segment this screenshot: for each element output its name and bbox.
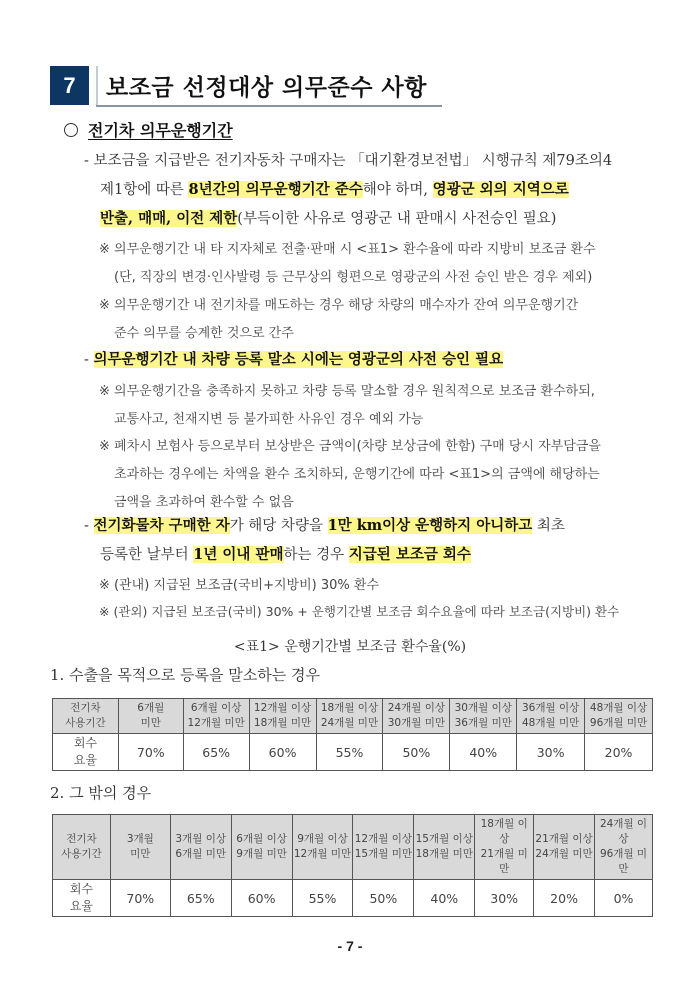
text: 해야 하며, — [362, 182, 433, 198]
table1-rate-table — [52, 698, 653, 771]
highlighted-text: 의무운행기간 내 차량 등록 말소 시에는 영광군의 사전 승인 필요 — [93, 351, 504, 368]
period-cell: 48개월 이상 96개월 미만 — [585, 699, 653, 734]
highlighted-text: 영광군 외의 지역으로 — [432, 181, 569, 198]
note-line: ※ (관내) 지급된 보조금(국비+지방비) 30% 환수 — [99, 578, 379, 593]
period-cell: 6개월 이상 9개월 미만 — [231, 815, 292, 880]
rate-cell: 40% — [414, 880, 475, 917]
note-line: (단, 직장의 변경·인사발령 등 근무상의 형편으로 영광군의 사전 승인 받은 경우 제외) — [114, 270, 593, 285]
highlighted-text: 지급된 보조금 회수 — [348, 546, 471, 563]
rate-cell: 65% — [183, 734, 249, 771]
text: 제1항에 따른 — [100, 182, 189, 198]
paragraph-line — [100, 207, 556, 228]
table-header-row — [53, 699, 653, 734]
rate-cell: 70% — [110, 880, 170, 917]
rate-cell: 70% — [118, 734, 183, 771]
period-cell: 24개월 이상 96개월 미만 — [595, 815, 653, 880]
table2-rate-table — [52, 814, 653, 917]
paragraph-line — [100, 543, 471, 564]
dash: - — [84, 518, 94, 534]
note-line: 금액을 초과하여 환수할 수 없음 — [114, 495, 294, 510]
note-line: 초과하는 경우에는 차액을 환수 조치하되, 운행기간에 따라 <표1>의 금액에 해당하는 — [114, 467, 600, 482]
page-number: - 7 - — [337, 938, 363, 954]
period-cell: 6개월 이상 12개월 미만 — [183, 699, 249, 734]
note-line: ※ 의무운행기간을 충족하지 못하고 차량 등록 말소할 경우 원칙적으로 보조금 환수하되, — [99, 384, 595, 399]
text: 하는 경우 — [283, 547, 349, 563]
row-label-cell: 전기차 사용기간 — [53, 815, 111, 880]
dash: - — [84, 352, 94, 368]
page-header — [50, 66, 442, 106]
rate-cell: 55% — [316, 734, 383, 771]
highlighted-text: 전기화물차 구매한 자 — [93, 517, 230, 534]
rate-cell: 20% — [585, 734, 653, 771]
table-header-row — [53, 815, 653, 880]
table-rate-row — [53, 734, 653, 771]
period-cell: 3개월 미만 — [110, 815, 170, 880]
note-line: ※ 의무운행기간 내 타 지자체로 전출·판매 시 <표1> 환수율에 따라 지방비 보조금 환수 — [99, 242, 596, 257]
note-line: 교통사고, 천재지변 등 불가피한 사유인 경우 예외 가능 — [114, 412, 424, 427]
period-cell: 24개월 이상 30개월 미만 — [383, 699, 450, 734]
section-title — [64, 118, 233, 141]
row-label-cell: 전기차 사용기간 — [53, 699, 119, 734]
period-cell: 15개월 이상 18개월 미만 — [414, 815, 475, 880]
paragraph-line — [84, 514, 565, 535]
period-cell: 36개월 이상 48개월 미만 — [517, 699, 585, 734]
period-cell: 18개월 이상 24개월 미만 — [316, 699, 383, 734]
text: 등록한 날부터 — [100, 547, 194, 563]
rate-cell: 60% — [231, 880, 292, 917]
period-cell: 12개월 이상 15개월 미만 — [353, 815, 414, 880]
rate-cell: 20% — [534, 880, 595, 917]
highlighted-text: 1만 km이상 운행하지 아니하고 — [327, 517, 533, 534]
rate-cell: 0% — [595, 880, 653, 917]
rate-cell: 50% — [353, 880, 414, 917]
rate-cell: 30% — [517, 734, 585, 771]
row-label-cell: 회수 요율 — [53, 880, 111, 917]
table2-heading: 2. 그 밖의 경우 — [50, 784, 152, 802]
text: 최초 — [532, 518, 565, 534]
rate-cell: 50% — [383, 734, 450, 771]
period-cell: 3개월 이상 6개월 미만 — [170, 815, 231, 880]
section-title-text: 전기차 의무운행기간 — [88, 121, 233, 140]
section-number-badge: 7 — [50, 66, 89, 105]
header-underline — [96, 105, 442, 107]
row-label-cell: 회수 요율 — [53, 734, 119, 771]
note-line: ※ 의무운행기간 내 전기차를 매도하는 경우 해당 차량의 매수자가 잔여 의무운행기간 — [99, 298, 579, 313]
table-rate-row — [53, 880, 653, 917]
paragraph-line — [100, 178, 569, 199]
period-cell: 18개월 이상 21개월 미만 — [475, 815, 534, 880]
period-cell: 30개월 이상 36개월 미만 — [450, 699, 517, 734]
page-title: 보조금 선정대상 의무준수 사항 — [106, 75, 427, 101]
note-line: ※ (관외) 지급된 보조금(국비) 30% + 운행기간별 보조금 회수요율에 따라 보조금(지방비) 환수 — [99, 604, 620, 619]
text: (부득이한 사유로 영광군 내 판매시 사전승인 필요) — [237, 211, 557, 227]
highlighted-text: 1년 이내 판매 — [193, 546, 284, 563]
note-line: 준수 의무를 승계한 것으로 간주 — [114, 326, 294, 341]
rate-cell: 60% — [249, 734, 316, 771]
rate-cell: 40% — [450, 734, 517, 771]
period-cell: 12개월 이상 18개월 미만 — [249, 699, 316, 734]
rate-cell: 30% — [475, 880, 534, 917]
period-cell: 6개월 미만 — [118, 699, 183, 734]
paragraph-line — [84, 348, 503, 369]
table-caption: <표1> 운행기간별 보조금 환수율(%) — [233, 639, 467, 655]
circle-bullet-icon — [64, 123, 78, 137]
header-divider — [96, 66, 98, 106]
rate-cell: 65% — [170, 880, 231, 917]
highlighted-text: 8년간의 의무운행기간 준수 — [188, 181, 363, 198]
period-cell: 21개월 이상 24개월 미만 — [534, 815, 595, 880]
table1-heading: 1. 수출을 목적으로 등록을 말소하는 경우 — [50, 666, 320, 684]
highlighted-text: 반출, 매매, 이전 제한 — [100, 210, 238, 227]
paragraph-line: - 보조금을 지급받은 전기자동차 구매자는 「대기환경보전법」 시행규칙 제79조의4 — [84, 153, 613, 169]
period-cell: 9개월 이상 12개월 미만 — [292, 815, 353, 880]
note-line: ※ 폐차시 보험사 등으로부터 보상받은 금액이(차량 보상금에 한함) 구매 당시 자부담금을 — [99, 439, 601, 454]
rate-cell: 55% — [292, 880, 353, 917]
text: 가 해당 차량을 — [229, 518, 328, 534]
